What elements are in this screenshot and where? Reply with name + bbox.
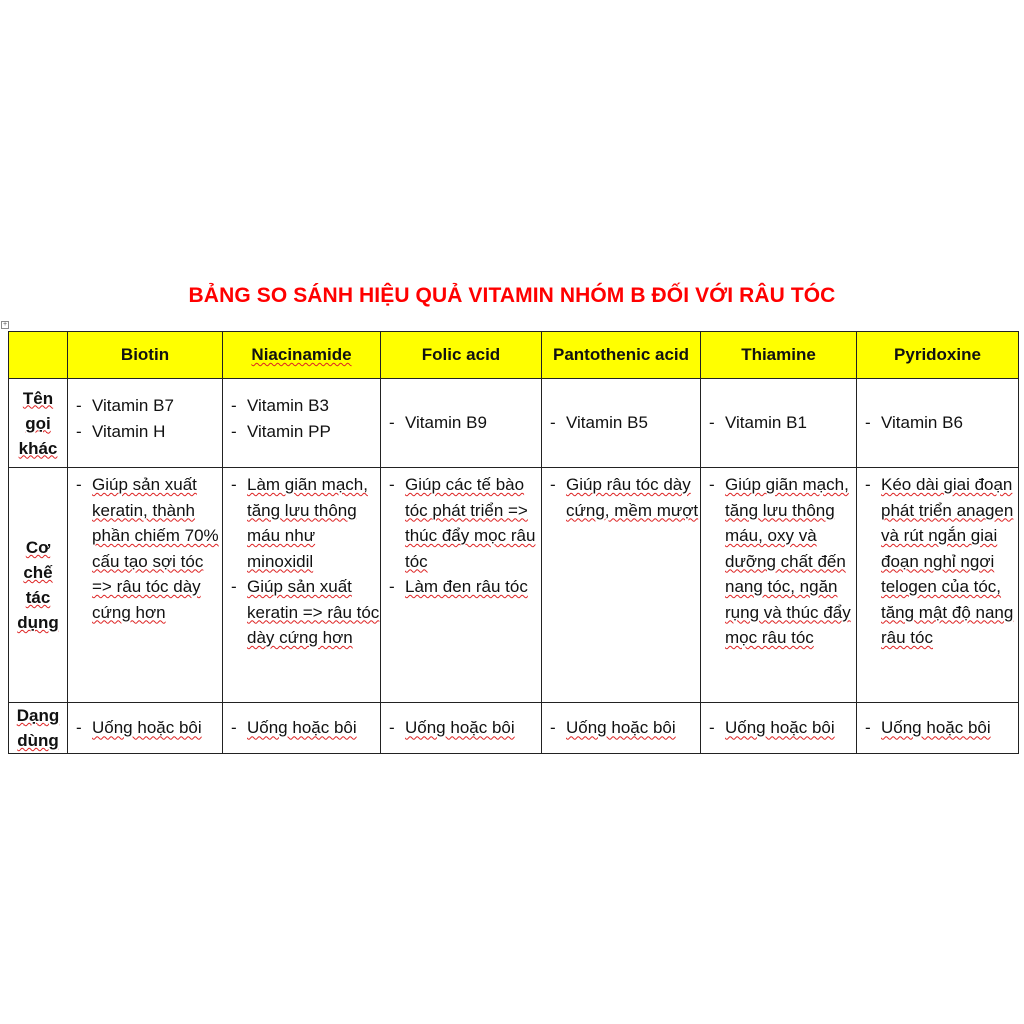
table-cell	[857, 468, 1019, 703]
table-cell	[701, 468, 857, 703]
list-item: - Giúp sản xuất keratin, thành phần chiếm 70% cấu tạo sợi tóc => râu tóc dày cứng hơn	[70, 472, 222, 625]
list-item: - Vitamin PP	[225, 419, 380, 445]
table-cell	[701, 703, 857, 754]
list-item: - Giúp giãn mạch, tăng lưu thông máu, oxy và dưỡng chất đến nang tóc, ngăn rụng và thúc đẩy mọc râu tóc	[703, 472, 856, 651]
table-header-row	[9, 332, 1019, 379]
list-item: - Uống hoặc bôi	[544, 715, 700, 741]
table-move-handle-icon[interactable]: +	[2, 321, 8, 328]
list-item: - Uống hoặc bôi	[70, 715, 222, 741]
row-label-line: Cơ	[25, 538, 51, 557]
list-item: - Vitamin B9	[383, 410, 541, 436]
header-cell	[223, 332, 381, 379]
row-label-form	[9, 703, 68, 754]
list-item: - Làm giãn mạch, tăng lưu thông máu như minoxidil	[225, 472, 380, 574]
table-cell	[223, 703, 381, 754]
table-cell	[381, 468, 542, 703]
table-cell	[223, 379, 381, 468]
row-label-line: Tên	[22, 388, 54, 408]
header-cell-text: Niacinamide	[251, 345, 352, 364]
list-item: - Kéo dài giai đoạn phát triển anagen và rút ngắn giai đoạn nghỉ ngơi telogen của tóc, tăng mật độ nang râu tóc	[859, 472, 1018, 651]
row-label-line: gọi	[25, 413, 51, 433]
comparison-table	[8, 331, 1019, 754]
row-label-other-names	[9, 379, 68, 468]
table-cell	[68, 703, 223, 754]
header-cell: Folic acid	[381, 332, 542, 379]
list-item: - Vitamin B3	[225, 393, 380, 419]
table-row-mechanism	[9, 468, 1019, 703]
row-label-line: Dạng	[16, 706, 60, 725]
list-item: - Uống hoặc bôi	[703, 715, 856, 741]
list-item: - Giúp râu tóc dày cứng, mềm mượt	[544, 472, 700, 523]
table-row-other-names	[9, 379, 1019, 468]
table-cell	[701, 379, 857, 468]
table-cell	[68, 468, 223, 703]
table-cell	[542, 379, 701, 468]
list-item: - Vitamin B6	[859, 410, 1018, 436]
row-label-mechanism	[9, 468, 68, 703]
header-cell: Pyridoxine	[857, 332, 1019, 379]
list-item: - Vitamin B5	[544, 410, 700, 436]
row-label-line: dụng	[17, 613, 59, 632]
table-cell	[381, 379, 542, 468]
table-row-form	[9, 703, 1019, 754]
list-item: - Giúp các tế bào tóc phát triển => thúc đẩy mọc râu tóc	[383, 472, 541, 574]
list-item: - Uống hoặc bôi	[225, 715, 380, 741]
list-item: - Vitamin B7	[70, 393, 222, 419]
table-cell	[857, 379, 1019, 468]
list-item: - Vitamin H	[70, 419, 222, 445]
row-label-line: dùng	[17, 731, 59, 750]
table-cell	[857, 703, 1019, 754]
table-cell	[542, 468, 701, 703]
header-cell: Pantothenic acid	[542, 332, 701, 379]
list-item: - Làm đen râu tóc	[383, 574, 541, 600]
list-item: - Vitamin B1	[703, 410, 856, 436]
row-label-line: tác	[25, 588, 51, 607]
list-item: - Uống hoặc bôi	[859, 715, 1018, 741]
table-cell	[68, 379, 223, 468]
header-corner-cell	[9, 332, 68, 379]
table-cell	[223, 468, 381, 703]
table-cell	[381, 703, 542, 754]
header-cell: Thiamine	[701, 332, 857, 379]
list-item: - Giúp sản xuất keratin => râu tóc dày cứng hơn	[225, 574, 380, 651]
list-item: - Uống hoặc bôi	[383, 715, 541, 741]
header-cell: Biotin	[68, 332, 223, 379]
row-label-line: khác	[18, 438, 58, 458]
page-title: BẢNG SO SÁNH HIỆU QUẢ VITAMIN NHÓM B ĐỐI VỚI RÂU TÓC	[188, 284, 836, 307]
table-cell	[542, 703, 701, 754]
row-label-line: chế	[23, 563, 53, 582]
